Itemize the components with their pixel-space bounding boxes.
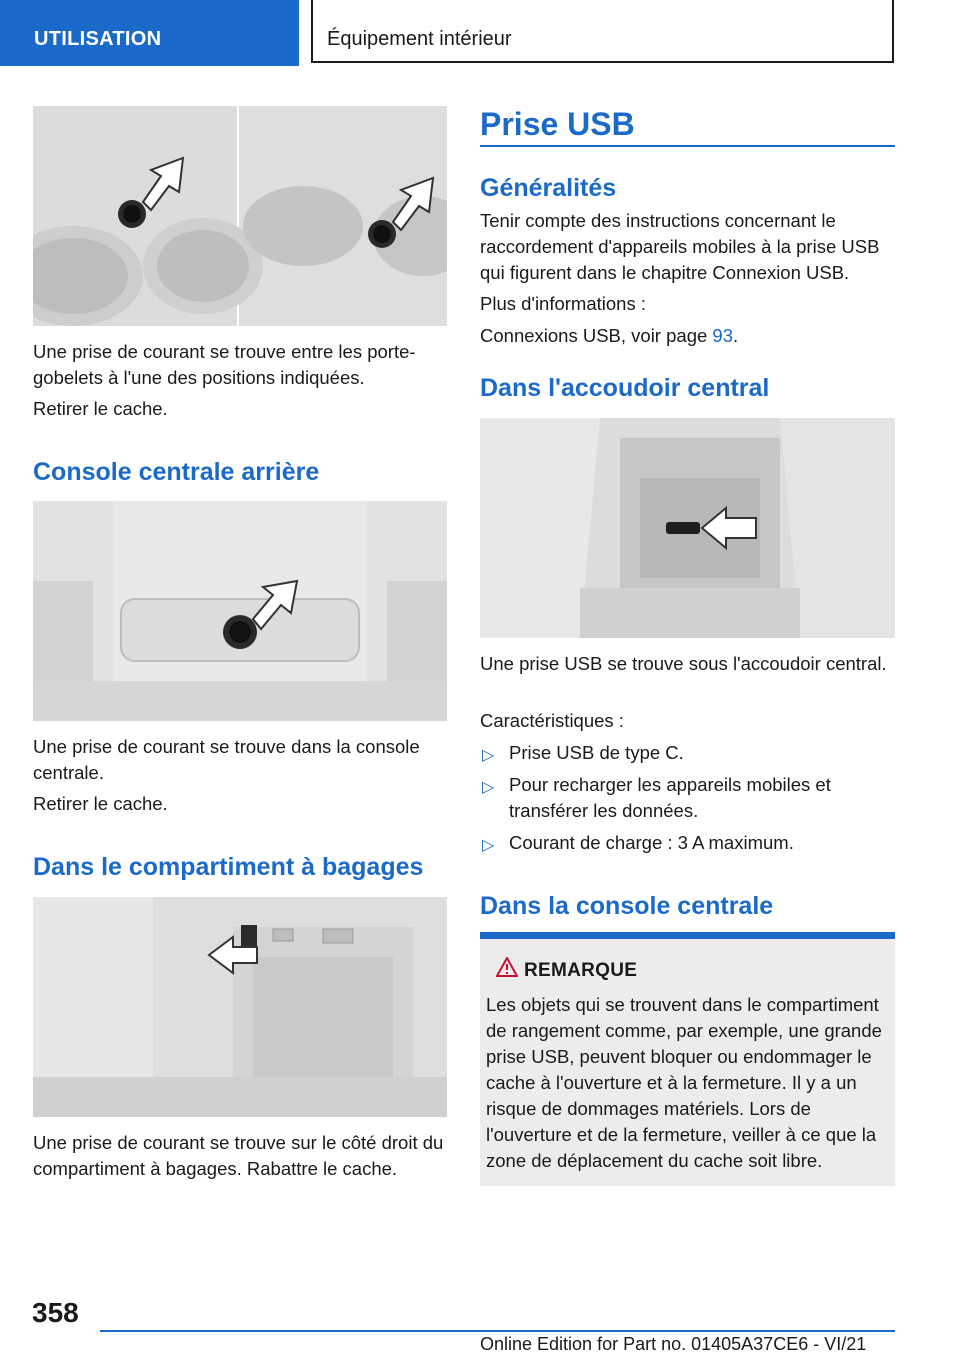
page-link-93[interactable]: 93: [712, 325, 733, 346]
chapter-label: Équipement intérieur: [327, 28, 512, 50]
bullet-triangle-icon: ▷: [482, 747, 495, 764]
bullet-triangle-icon: ▷: [482, 779, 495, 796]
bullet-triangle-icon: ▷: [482, 837, 495, 854]
edition-footer: Online Edition for Part no. 01405A37CE6 - VI/21: [480, 1334, 867, 1354]
trunk-socket-image: [33, 897, 447, 1117]
caption-rear-console: Une prise de courant se trouve dans la console centrale.: [33, 736, 420, 783]
remove-cover-1: Retirer le cache.: [33, 398, 168, 419]
notice-box: [480, 932, 895, 1186]
notice-title: REMARQUE: [524, 960, 638, 981]
footer-rule: [100, 1330, 895, 1332]
warning-icon: [496, 957, 518, 977]
heading-trunk: Dans le compartiment à bagages: [33, 853, 424, 881]
heading-rear-console: Console centrale arrière: [33, 458, 320, 486]
section-label: UTILISATION: [34, 28, 162, 50]
cupholder-socket-image: [33, 106, 447, 326]
caption-cupholder: Une prise de courant se trouve entre les porte-gobelets à l'une des positions indiquées.: [33, 341, 416, 388]
page-number: 358: [32, 1297, 79, 1328]
armrest-usb-image: [480, 418, 895, 638]
heading-console: Dans la console centrale: [480, 892, 774, 920]
title-usb: Prise USB: [480, 106, 635, 142]
remove-cover-2: Retirer le cache.: [33, 793, 168, 814]
caption-trunk: Une prise de courant se trouve sur le côté droit du compartiment à bagages. Rabattre le cache.: [33, 1132, 444, 1179]
feature-item-3: Courant de charge : 3 A maximum.: [509, 832, 794, 853]
general-text: Tenir compte des instructions concernant le raccordement d'appareils mobiles à la prise USB qui figurent dans le chapitre Connexion USB.: [480, 210, 880, 283]
feature-item-2: Pour recharger les appareils mobiles et transférer les données.: [509, 774, 831, 821]
section-tab: [0, 0, 299, 66]
heading-general: Généralités: [480, 174, 617, 202]
heading-armrest: Dans l'accoudoir central: [480, 374, 770, 402]
usb-reference: Connexions USB, voir page 93.: [480, 325, 739, 346]
title-rule: [480, 145, 895, 147]
features-label: Caractéristiques :: [480, 710, 624, 731]
more-info: Plus d'informations :: [480, 293, 646, 314]
chapter-tab: [311, 0, 894, 63]
rear-console-socket-image: [33, 501, 447, 721]
notice-bar: [480, 932, 895, 939]
notice-text: Les objets qui se trouvent dans le compartiment de rangement comme, par exemple, une grande prise USB, peuvent bloquer ou endommager le cache à l'ouverture et à la fermeture. Il y a un risque de dommages matériels. Lors de l'ouverture et de la fermeture, veiller à ce que la zone de déplacement du cache soit libre.: [486, 994, 882, 1171]
armrest-caption: Une prise USB se trouve sous l'accoudoir central.: [480, 653, 887, 674]
feature-item-1: Prise USB de type C.: [509, 742, 684, 763]
